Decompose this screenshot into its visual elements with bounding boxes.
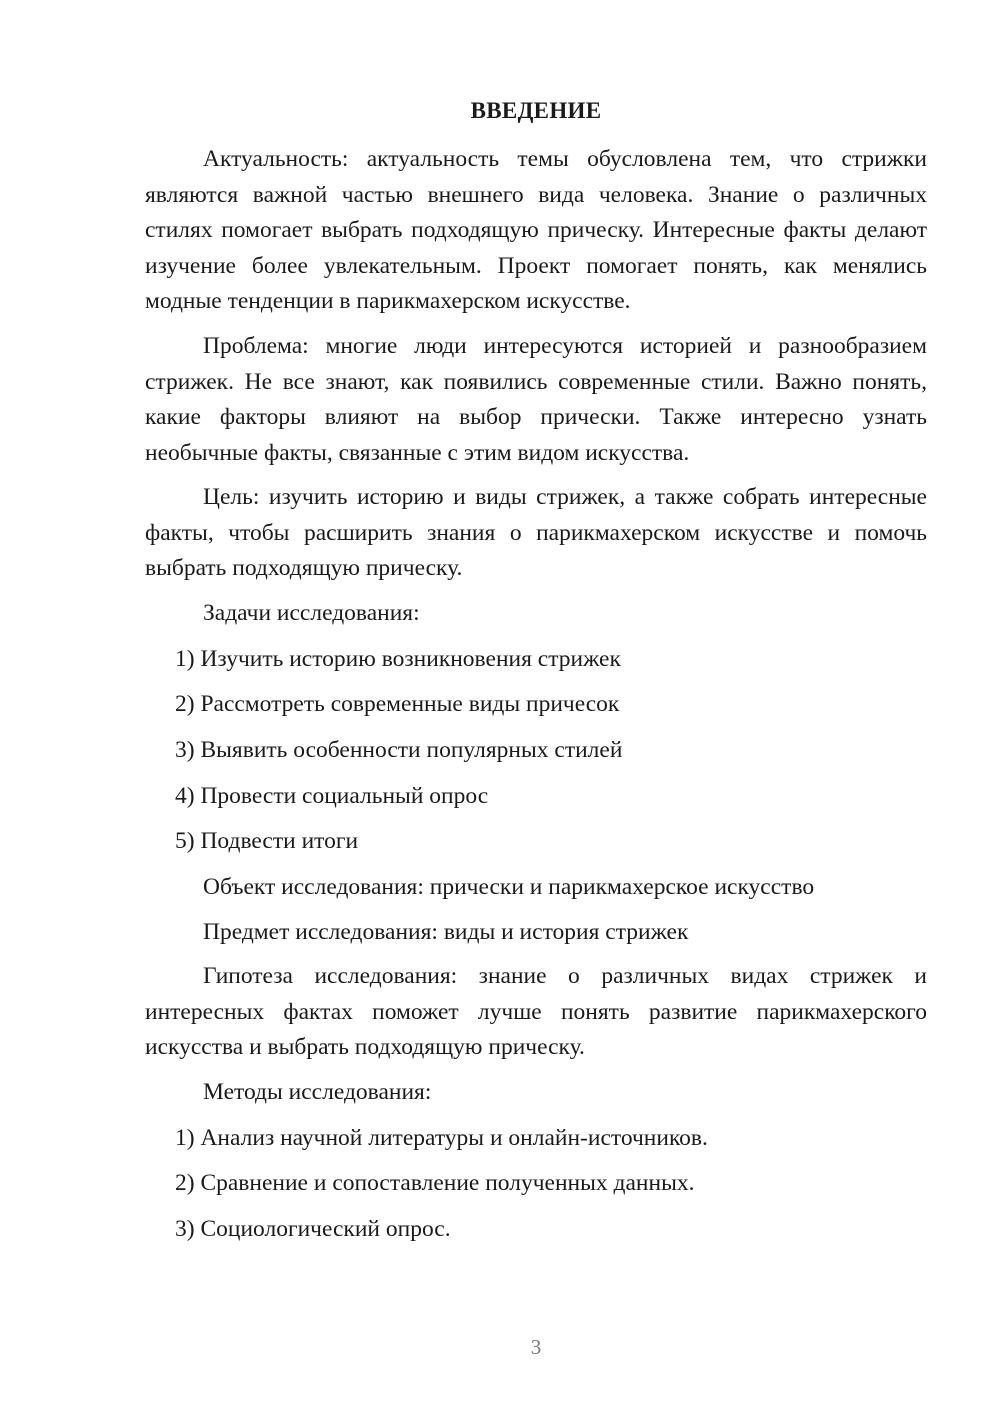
task-item: 2) Рассмотреть современные виды причесок: [175, 691, 620, 717]
task-item: 4) Провести социальный опрос: [175, 783, 489, 809]
page-number: 3: [530, 1335, 542, 1359]
method-item: 1) Анализ научной литературы и онлайн-источников.: [175, 1125, 708, 1151]
method-item: 3) Социологический опрос.: [175, 1216, 451, 1242]
problem-paragraph: Проблема: многие люди интересуются историей и разнообразием стрижек. Не все знают, как появились современные стили. Важно понять, какие факторы влияют на выбор прически. Также интересно узнать необычные факты, связанные с этим видом искусства.: [145, 333, 927, 466]
task-item: 1) Изучить историю возникновения стрижек: [175, 646, 621, 672]
method-item: 2) Сравнение и сопоставление полученных данных.: [175, 1170, 695, 1196]
goal-paragraph: Цель: изучить историю и виды стрижек, а также собрать интересные факты, чтобы расширить знания о парикмахерском искусстве и помочь выбрать подходящую прическу.: [145, 484, 927, 581]
methods-heading: Методы исследования:: [203, 1079, 432, 1105]
hypothesis-paragraph: Гипотеза исследования: знание о различных видах стрижек и интересных фактах поможет лучше понять развитие парикмахерского искусства и выбрать подходящую прическу.: [145, 963, 927, 1060]
relevance-paragraph: Актуальность: актуальность темы обусловлена тем, что стрижки являются важной частью внешнего вида человека. Знание о различных стилях помогает выбрать подходящую прическу. Интересные факты делают изучение более увлекательным. Проект помогает понять, как менялись модные тенденции в парикмахерском искусстве.: [145, 146, 927, 314]
object-line: Объект исследования: прически и парикмахерское искусство: [203, 874, 815, 900]
tasks-heading: Задачи исследования:: [203, 600, 420, 626]
subject-line: Предмет исследования: виды и история стрижек: [203, 919, 689, 945]
task-item: 5) Подвести итоги: [175, 828, 359, 854]
page-title: ВВЕДЕНИЕ: [470, 98, 602, 123]
task-item: 3) Выявить особенности популярных стилей: [175, 737, 623, 763]
